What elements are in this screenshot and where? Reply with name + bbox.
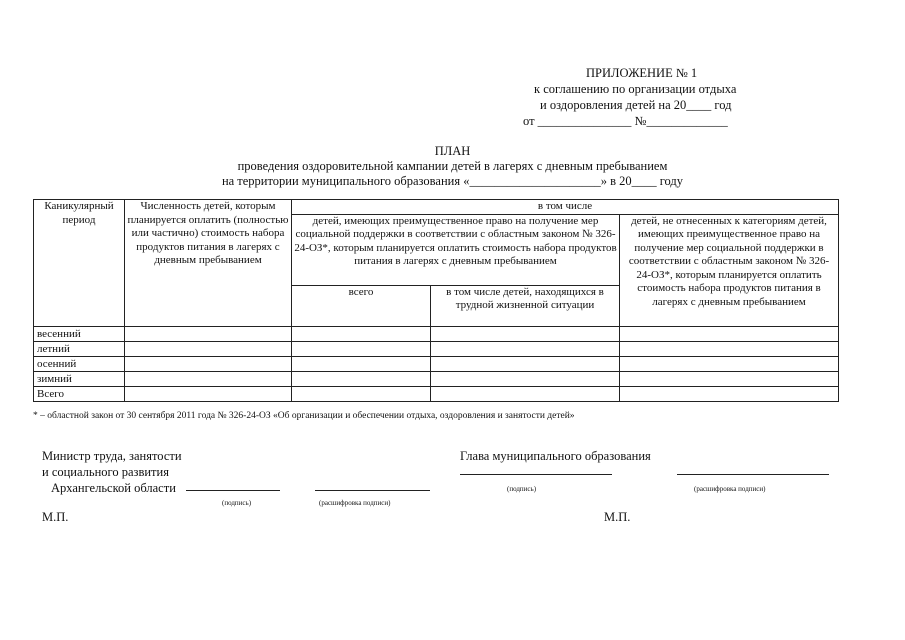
appendix-line-2: и оздоровления детей на 20____ год <box>540 98 732 112</box>
head-title: Глава муниципального образования <box>460 449 651 463</box>
table-cell[interactable] <box>125 356 292 371</box>
row-label: летний <box>34 341 125 356</box>
head-decoding-caption: (расшифровка подписи) <box>694 485 766 493</box>
header-period: Каникулярный период <box>34 200 125 327</box>
row-label: весенний <box>34 326 125 341</box>
table-row <box>34 371 839 386</box>
row-label: зимний <box>34 371 125 386</box>
table-cell[interactable] <box>292 326 431 341</box>
minister-line-1: Министр труда, занятости <box>42 449 182 463</box>
table-cell[interactable] <box>292 371 431 386</box>
table-cell[interactable] <box>431 326 620 341</box>
table-row <box>34 386 839 401</box>
table-cell[interactable] <box>620 356 839 371</box>
table-row <box>34 356 839 371</box>
plan-title: ПЛАН <box>434 144 471 158</box>
table-cell[interactable] <box>620 386 839 401</box>
minister-line-3: Архангельской области <box>51 481 176 495</box>
plan-subtitle-1: проведения оздоровительной кампании детей в лагерях с дневным пребыванием <box>237 159 668 173</box>
header-other: детей, не отнесенных к категориям детей, имеющих преимущественное право на получение мер социальной поддержки в соответствии с областным законом № 326-24-ОЗ*, которым планируется оплатить стоимость набора продуктов питания в лагерях с дневным пребыванием <box>620 214 839 326</box>
table-cell[interactable] <box>125 371 292 386</box>
head-signature-caption: (подпись) <box>507 485 537 493</box>
plan-subtitle-2: на территории муниципального образования «_____________________» в 20____ году <box>221 174 684 188</box>
minister-signature-caption: (подпись) <box>222 499 252 507</box>
table-row <box>34 326 839 341</box>
row-label: осенний <box>34 356 125 371</box>
head-stamp: М.П. <box>604 510 631 524</box>
table-cell[interactable] <box>431 341 620 356</box>
table-cell[interactable] <box>431 371 620 386</box>
minister-signature-line[interactable] <box>186 490 280 491</box>
plan-table <box>33 199 839 402</box>
header-including: в том числе <box>292 200 839 215</box>
header-count: Численность детей, которым планируется оплатить (полностью или частично) стоимость набора продуктов питания в лагерях с дневным пребыванием <box>125 200 292 327</box>
table-cell[interactable] <box>620 341 839 356</box>
head-decoding-line[interactable] <box>677 474 829 475</box>
table-cell[interactable] <box>125 326 292 341</box>
table-cell[interactable] <box>431 386 620 401</box>
appendix-title: ПРИЛОЖЕНИЕ № 1 <box>586 66 698 80</box>
table-cell[interactable] <box>125 341 292 356</box>
table-cell[interactable] <box>292 356 431 371</box>
row-label: Всего <box>34 386 125 401</box>
table-cell[interactable] <box>125 386 292 401</box>
appendix-line-1: к соглашению по организации отдыха <box>534 82 737 96</box>
header-difficult: в том числе детей, находящихся в трудной жизненной ситуации <box>431 285 620 326</box>
table-cell[interactable] <box>292 386 431 401</box>
table-row <box>34 341 839 356</box>
minister-stamp: М.П. <box>42 510 69 524</box>
table-cell[interactable] <box>620 326 839 341</box>
header-preferential: детей, имеющих преимущественное право на получение мер социальной поддержки в соответствии с областным законом № 326-24-ОЗ*, которым планируется оплатить стоимость набора продуктов питания в лагерях с дневным пребыванием <box>292 214 620 285</box>
table-cell[interactable] <box>292 341 431 356</box>
header-total: всего <box>292 285 431 326</box>
head-signature-line[interactable] <box>460 474 612 475</box>
minister-decoding-caption: (расшифровка подписи) <box>319 499 391 507</box>
appendix-line-3: от _______________ №_____________ <box>523 114 728 128</box>
footnote: * – областной закон от 30 сентября 2011 года № 326-24-ОЗ «Об организации и обеспечении отдыха, оздоровления и занятости детей» <box>33 411 575 421</box>
minister-line-2: и социального развития <box>42 465 169 479</box>
table-cell[interactable] <box>431 356 620 371</box>
minister-decoding-line[interactable] <box>315 490 430 491</box>
table-cell[interactable] <box>620 371 839 386</box>
